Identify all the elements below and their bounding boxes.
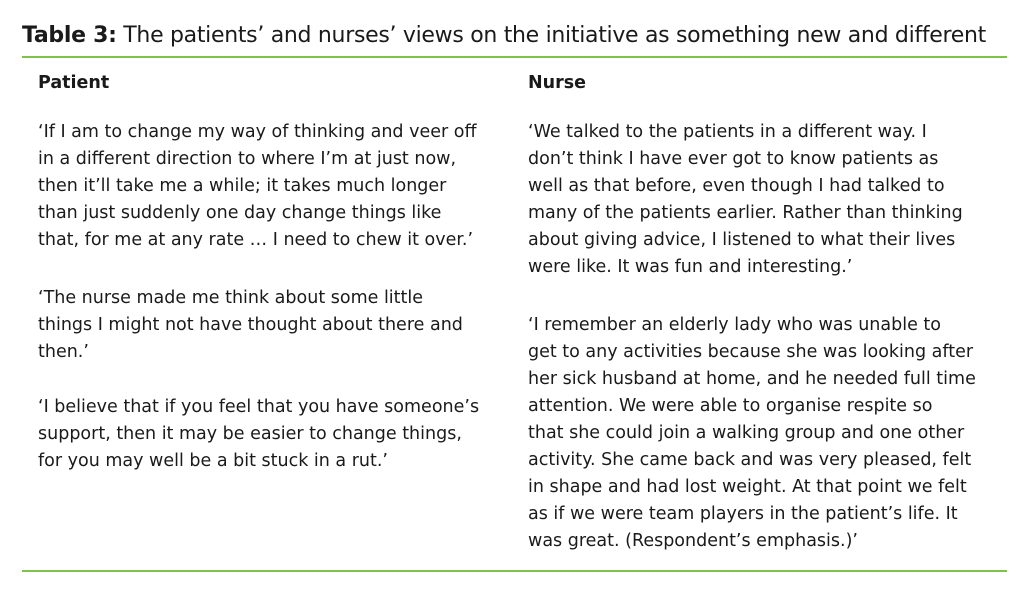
patient-quote-1 xyxy=(38,119,508,254)
quote-line: ‘If I am to change my way of thinking and veer off xyxy=(38,122,477,142)
quote-line: then it’ll take me a while; it takes much longer xyxy=(38,176,447,196)
nurse-column-header: Nurse xyxy=(528,73,587,93)
quote-line: her sick husband at home, and he needed full time xyxy=(528,369,976,389)
quote-line: then.’ xyxy=(38,342,89,362)
quote-line: was great. (Respondent’s emphasis.)’ xyxy=(528,531,858,551)
quote-line: than just suddenly one day change things like xyxy=(38,203,442,223)
quote-line: don’t think I have ever got to know patients as xyxy=(528,149,939,169)
quote-line: about giving advice, I listened to what their lives xyxy=(528,230,956,250)
quote-line: ‘The nurse made me think about some little xyxy=(38,288,424,308)
quote-line: attention. We were able to organise respite so xyxy=(528,396,933,416)
patient-quote-2 xyxy=(38,285,508,366)
patient-column-header: Patient xyxy=(38,73,110,93)
quote-line: in a different direction to where I’m at just now, xyxy=(38,149,457,169)
table-caption-text: The patients’ and nurses’ views on the initiative as something new and different xyxy=(116,23,987,48)
table-caption xyxy=(22,20,986,52)
quote-line: ‘I believe that if you feel that you have someone’s xyxy=(38,397,480,417)
patient-quote-3 xyxy=(38,394,508,475)
quote-line: many of the patients earlier. Rather than thinking xyxy=(528,203,963,223)
nurse-quote-2 xyxy=(528,312,998,555)
quote-line: ‘We talked to the patients in a different way. I xyxy=(528,122,927,142)
quote-line: for you may well be a bit stuck in a rut.’ xyxy=(38,451,388,471)
quote-line: activity. She came back and was very pleased, felt xyxy=(528,450,972,470)
quote-line: get to any activities because she was looking after xyxy=(528,342,974,362)
quote-line: support, then it may be easier to change things, xyxy=(38,424,462,444)
bottom-divider xyxy=(22,570,1007,572)
quote-line: that she could join a walking group and one other xyxy=(528,423,965,443)
top-divider xyxy=(22,56,1007,58)
quote-line: were like. It was fun and interesting.’ xyxy=(528,257,853,277)
quote-line: in shape and had lost weight. At that point we felt xyxy=(528,477,967,497)
quote-line: as if we were team players in the patient’s life. It xyxy=(528,504,958,524)
quote-line: that, for me at any rate … I need to chew it over.’ xyxy=(38,230,474,250)
quote-line: things I might not have thought about there and xyxy=(38,315,463,335)
quote-line: well as that before, even though I had talked to xyxy=(528,176,945,196)
nurse-quote-1 xyxy=(528,119,998,281)
quote-line: ‘I remember an elderly lady who was unable to xyxy=(528,315,941,335)
table-caption-label: Table 3: xyxy=(22,23,117,48)
